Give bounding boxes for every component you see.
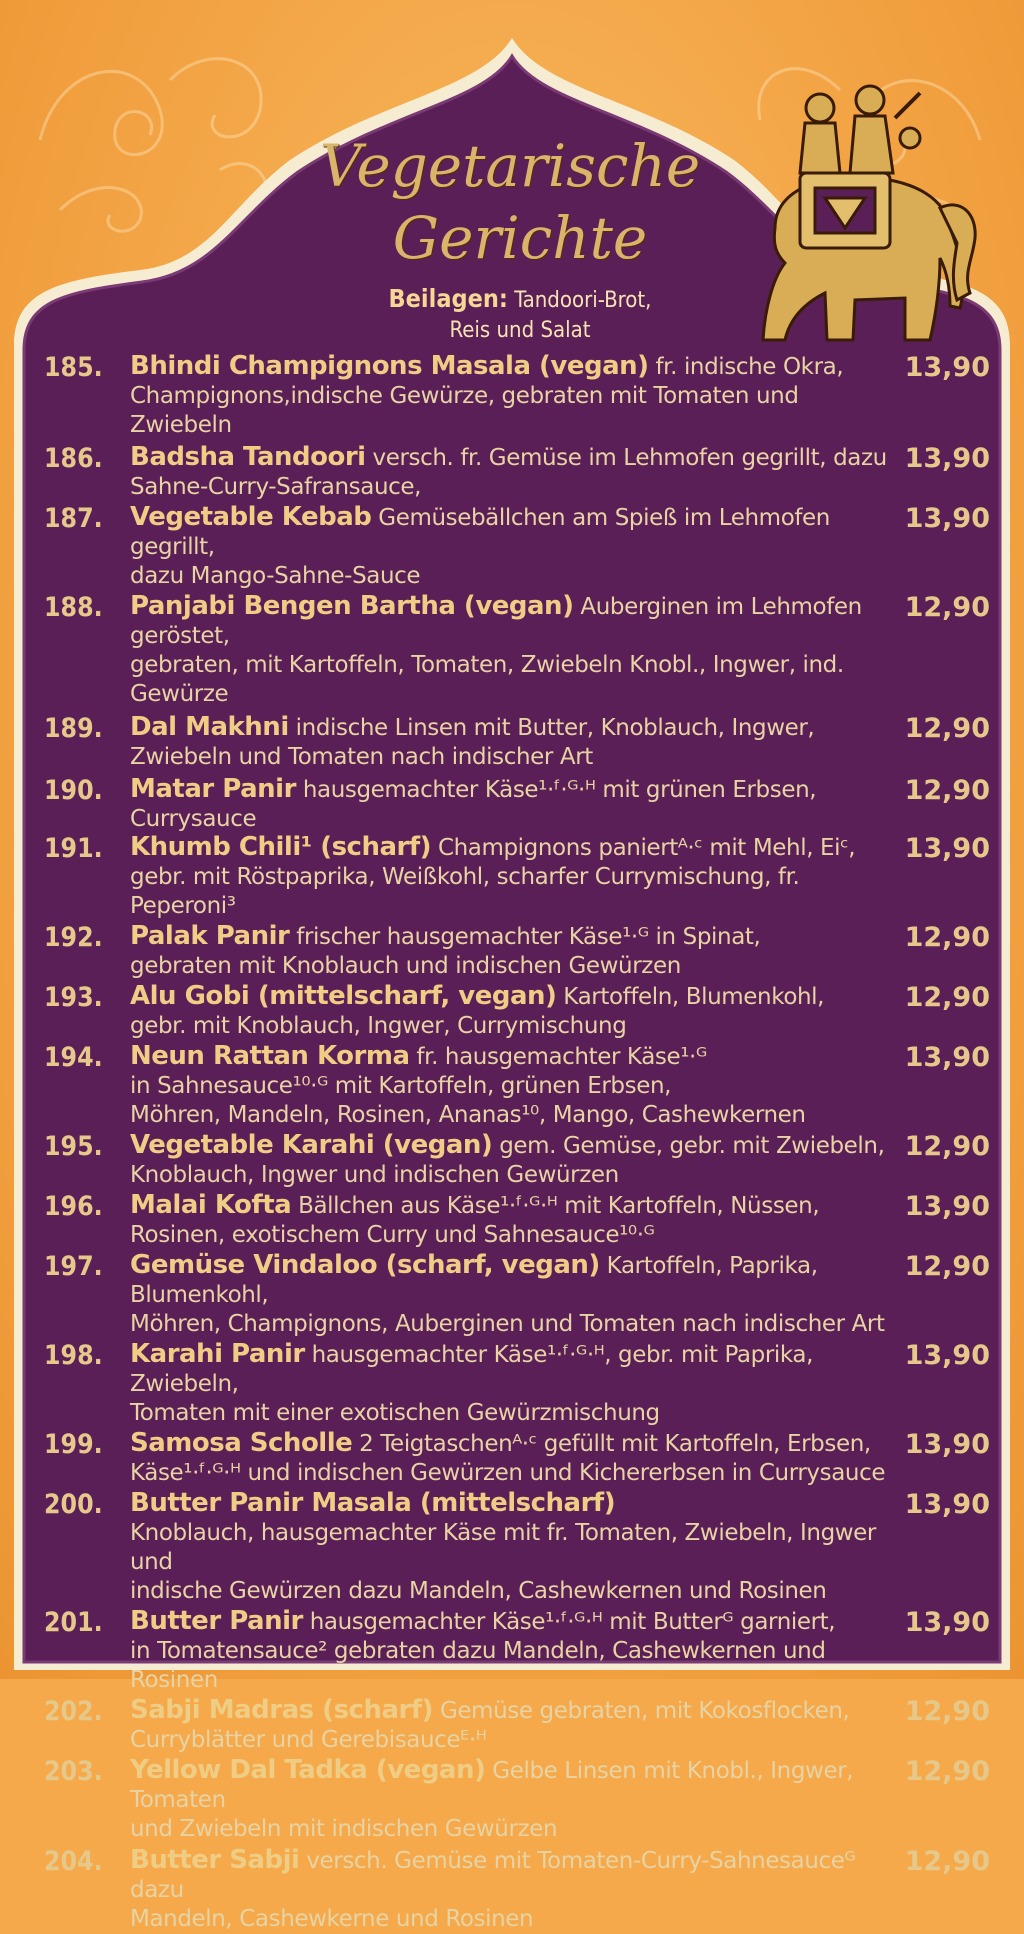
title-line-2: Gerichte — [392, 204, 648, 272]
item-price: 12,90 — [904, 1251, 990, 1282]
item-description-line-2: Mandeln, Cashewkerne und Rosinen — [130, 1906, 534, 1932]
elephant-icon — [745, 78, 985, 358]
item-name: Badsha Tandoori — [130, 442, 366, 472]
menu-item — [40, 1042, 990, 1130]
menu-item — [40, 1340, 990, 1428]
item-name: Yellow Dal Tadka (vegan) — [130, 1755, 486, 1785]
item-number: 190. — [44, 775, 103, 806]
sides-label: Beilagen: — [388, 284, 508, 313]
item-description: Auberginen im Lehmofen geröstet, — [130, 594, 862, 649]
item-body — [130, 352, 900, 440]
item-name: Sabji Madras (scharf) — [130, 1695, 434, 1725]
item-description: Bällchen aus Käse¹·ᶠ·ᴳ·ᴴ mit Kartoffeln, Nüssen, — [291, 1193, 820, 1219]
item-body — [130, 1489, 900, 1606]
item-number: 199. — [44, 1429, 103, 1460]
title-line-1: Vegetarische — [319, 132, 701, 200]
item-description: hausgemachter Käse¹·ᶠ·ᴳ·ᴴ mit Butterᴳ garniert, — [302, 1609, 836, 1635]
item-description: hausgemachter Käse¹·ᶠ·ᴳ·ᴴ mit grünen Erbsen, Currysauce — [130, 777, 817, 832]
item-name: Matar Panir — [130, 774, 296, 804]
item-body — [130, 503, 900, 591]
item-name: Butter Panir — [130, 1606, 303, 1636]
item-price: 13,90 — [904, 1607, 990, 1638]
item-description: Champignons paniertᴬ·ᶜ mit Mehl, Eiᶜ, — [431, 835, 856, 861]
item-body — [130, 833, 900, 921]
item-description-line-2: gebr. mit Knoblauch, Ingwer, Currymischung — [130, 1013, 627, 1039]
item-price: 12,90 — [904, 1846, 990, 1877]
item-number: 194. — [44, 1042, 103, 1073]
item-price: 13,90 — [904, 352, 990, 383]
item-description-line-2: dazu Mango-Sahne-Sauce — [130, 563, 421, 589]
item-description: Kartoffeln, Blumenkohl, — [556, 984, 825, 1010]
item-number: 200. — [44, 1489, 103, 1520]
item-body — [130, 1607, 900, 1695]
item-name: Vegetable Kebab — [130, 502, 372, 532]
item-description-line-2: in Sahnesauce¹⁰·ᴳ mit Kartoffeln, grünen Erbsen, — [130, 1073, 672, 1099]
item-description-line-2: Rosinen, exotischem Curry und Sahnesauce¹⁰·ᴳ — [130, 1222, 655, 1248]
item-number: 189. — [44, 713, 103, 744]
item-description-line-3: Möhren, Mandeln, Rosinen, Ananas¹⁰, Mango, Cashewkernen — [130, 1102, 806, 1128]
item-number: 187. — [44, 503, 103, 534]
item-price: 13,90 — [904, 503, 990, 534]
item-body — [130, 922, 900, 981]
item-description: Kartoffeln, Paprika, Blumenkohl, — [130, 1253, 818, 1308]
item-description: fr. indische Okra, — [648, 354, 844, 380]
item-body — [130, 1131, 900, 1190]
item-price: 13,90 — [904, 833, 990, 864]
item-price: 12,90 — [904, 1756, 990, 1787]
item-price: 13,90 — [904, 1489, 990, 1520]
sides-note — [330, 284, 710, 346]
item-description: versch. Gemüse mit Tomaten-Curry-Sahnesauceᴳ dazu — [130, 1848, 856, 1903]
item-price: 12,90 — [904, 982, 990, 1013]
item-price: 13,90 — [904, 1191, 990, 1222]
item-description-line-2: Knoblauch, Ingwer und indischen Gewürzen — [130, 1162, 619, 1188]
menu-item — [40, 775, 990, 834]
item-price: 12,90 — [904, 592, 990, 623]
item-number: 191. — [44, 833, 103, 864]
menu-item — [40, 982, 990, 1041]
item-name: Gemüse Vindaloo (scharf, vegan) — [130, 1250, 600, 1280]
item-description: hausgemachter Käse¹·ᶠ·ᴳ·ᴴ, gebr. mit Paprika, Zwiebeln, — [130, 1342, 813, 1397]
item-body — [130, 1340, 900, 1428]
item-price: 12,90 — [904, 1696, 990, 1727]
menu-item — [40, 1489, 990, 1606]
menu-item — [40, 592, 990, 709]
item-description-line-2: gebraten, mit Kartoffeln, Tomaten, Zwiebeln Knobl., Ingwer, ind. Gewürze — [130, 652, 844, 707]
menu-item — [40, 1846, 990, 1934]
menu-item — [40, 1191, 990, 1250]
item-body — [130, 443, 900, 502]
item-description: gem. Gemüse, gebr. mit Zwiebeln, — [492, 1133, 885, 1159]
item-body — [130, 1846, 900, 1934]
item-price: 12,90 — [904, 922, 990, 953]
item-description-line-2: in Tomatensauce² gebraten dazu Mandeln, Cashewkernen und Rosinen — [130, 1638, 826, 1693]
menu-item — [40, 1429, 990, 1488]
menu-item — [40, 1756, 990, 1844]
item-description-line-2: Sahne-Curry-Safransauce, — [130, 474, 422, 500]
menu-list — [40, 352, 990, 1934]
item-name: Karahi Panir — [130, 1339, 305, 1369]
item-name: Vegetable Karahi (vegan) — [130, 1130, 493, 1160]
item-description-line-2: gebr. mit Röstpaprika, Weißkohl, scharfer Currymischung, fr. Peperoni³ — [130, 864, 800, 919]
sides-text-1: Tandoori-Brot, — [514, 288, 652, 313]
item-description: frischer hausgemachter Käse¹·ᴳ in Spinat, — [289, 924, 761, 950]
item-description-line-3: indische Gewürzen dazu Mandeln, Cashewkernen und Rosinen — [130, 1578, 827, 1604]
item-name: Alu Gobi (mittelscharf, vegan) — [130, 981, 557, 1011]
menu-item — [40, 1607, 990, 1695]
item-number: 188. — [44, 592, 103, 623]
item-body — [130, 1251, 900, 1339]
item-body — [130, 1696, 900, 1755]
item-number: 201. — [44, 1607, 103, 1638]
sides-text-2: Reis und Salat — [449, 318, 591, 343]
item-description-line-2: Curryblätter und Gerebisauceᴱ·ᴴ — [130, 1727, 487, 1753]
item-name: Malai Kofta — [130, 1190, 292, 1220]
item-name: Bhindi Champignons Masala (vegan) — [130, 351, 649, 381]
item-name: Khumb Chili¹ (scharf) — [130, 832, 432, 862]
item-price: 12,90 — [904, 1131, 990, 1162]
item-number: 202. — [44, 1696, 103, 1727]
menu-item — [40, 1696, 990, 1755]
item-description: indische Linsen mit Butter, Knoblauch, Ingwer, — [288, 715, 815, 741]
item-body — [130, 982, 900, 1041]
item-number: 192. — [44, 922, 103, 953]
item-description: fr. hausgemachter Käse¹·ᴳ — [409, 1044, 707, 1070]
item-description-line-2: Champignons,indische Gewürze, gebraten mit Tomaten und Zwiebeln — [130, 383, 799, 438]
item-price: 13,90 — [904, 1429, 990, 1460]
item-number: 203. — [44, 1756, 103, 1787]
item-price: 13,90 — [904, 1340, 990, 1371]
page-title — [300, 130, 720, 274]
item-body — [130, 1429, 900, 1488]
menu-item — [40, 922, 990, 981]
item-name: Panjabi Bengen Bartha (vegan) — [130, 591, 574, 621]
item-description: Gelbe Linsen mit Knobl., Ingwer, Tomaten — [130, 1758, 854, 1813]
menu-item — [40, 1131, 990, 1190]
item-description: Gemüse gebraten, mit Kokosflocken, — [433, 1698, 850, 1724]
item-name: Samosa Scholle — [130, 1428, 353, 1458]
item-name: Butter Panir Masala (mittelscharf) — [130, 1488, 616, 1518]
menu-item — [40, 1251, 990, 1339]
item-description: versch. fr. Gemüse im Lehmofen gegrillt, dazu — [365, 445, 887, 471]
item-body — [130, 1756, 900, 1844]
item-price: 12,90 — [904, 775, 990, 806]
item-description-line-2: Knoblauch, hausgemachter Käse mit fr. Tomaten, Zwiebeln, Ingwer und — [130, 1520, 876, 1575]
item-description: Gemüsebällchen am Spieß im Lehmofen gegrillt, — [130, 505, 830, 560]
item-number: 198. — [44, 1340, 103, 1371]
item-number: 204. — [44, 1846, 103, 1877]
item-name: Butter Sabji — [130, 1845, 300, 1875]
item-description-line-2: Käse¹·ᶠ·ᴳ·ᴴ und indischen Gewürzen und Kichererbsen in Currysauce — [130, 1460, 886, 1486]
menu-item — [40, 833, 990, 921]
menu-item — [40, 503, 990, 591]
item-body — [130, 713, 900, 772]
item-description-line-2: Zwiebeln und Tomaten nach indischer Art — [130, 744, 593, 770]
menu-item — [40, 443, 990, 502]
item-body — [130, 592, 920, 709]
item-number: 193. — [44, 982, 103, 1013]
item-number: 197. — [44, 1251, 103, 1282]
menu-item — [40, 713, 990, 772]
item-name: Dal Makhni — [130, 712, 289, 742]
item-description-line-2: Tomaten mit einer exotischen Gewürzmischung — [130, 1400, 660, 1426]
item-name: Neun Rattan Korma — [130, 1041, 410, 1071]
item-body — [130, 1042, 900, 1130]
item-description-line-2: Möhren, Champignons, Auberginen und Tomaten nach indischer Art — [130, 1311, 885, 1337]
item-name: Palak Panir — [130, 921, 290, 951]
item-description-line-2: und Zwiebeln mit indischen Gewürzen — [130, 1816, 558, 1842]
item-body — [130, 1191, 900, 1250]
item-number: 186. — [44, 443, 103, 474]
item-number: 185. — [44, 352, 103, 383]
item-price: 13,90 — [904, 443, 990, 474]
menu-item — [40, 352, 990, 440]
item-number: 195. — [44, 1131, 103, 1162]
item-description: 2 Teigtaschenᴬ·ᶜ gefüllt mit Kartoffeln, Erbsen, — [352, 1431, 871, 1457]
item-body — [130, 775, 900, 834]
item-price: 12,90 — [904, 713, 990, 744]
item-price: 13,90 — [904, 1042, 990, 1073]
item-description-line-2: gebraten mit Knoblauch und indischen Gewürzen — [130, 953, 681, 979]
item-number: 196. — [44, 1191, 103, 1222]
